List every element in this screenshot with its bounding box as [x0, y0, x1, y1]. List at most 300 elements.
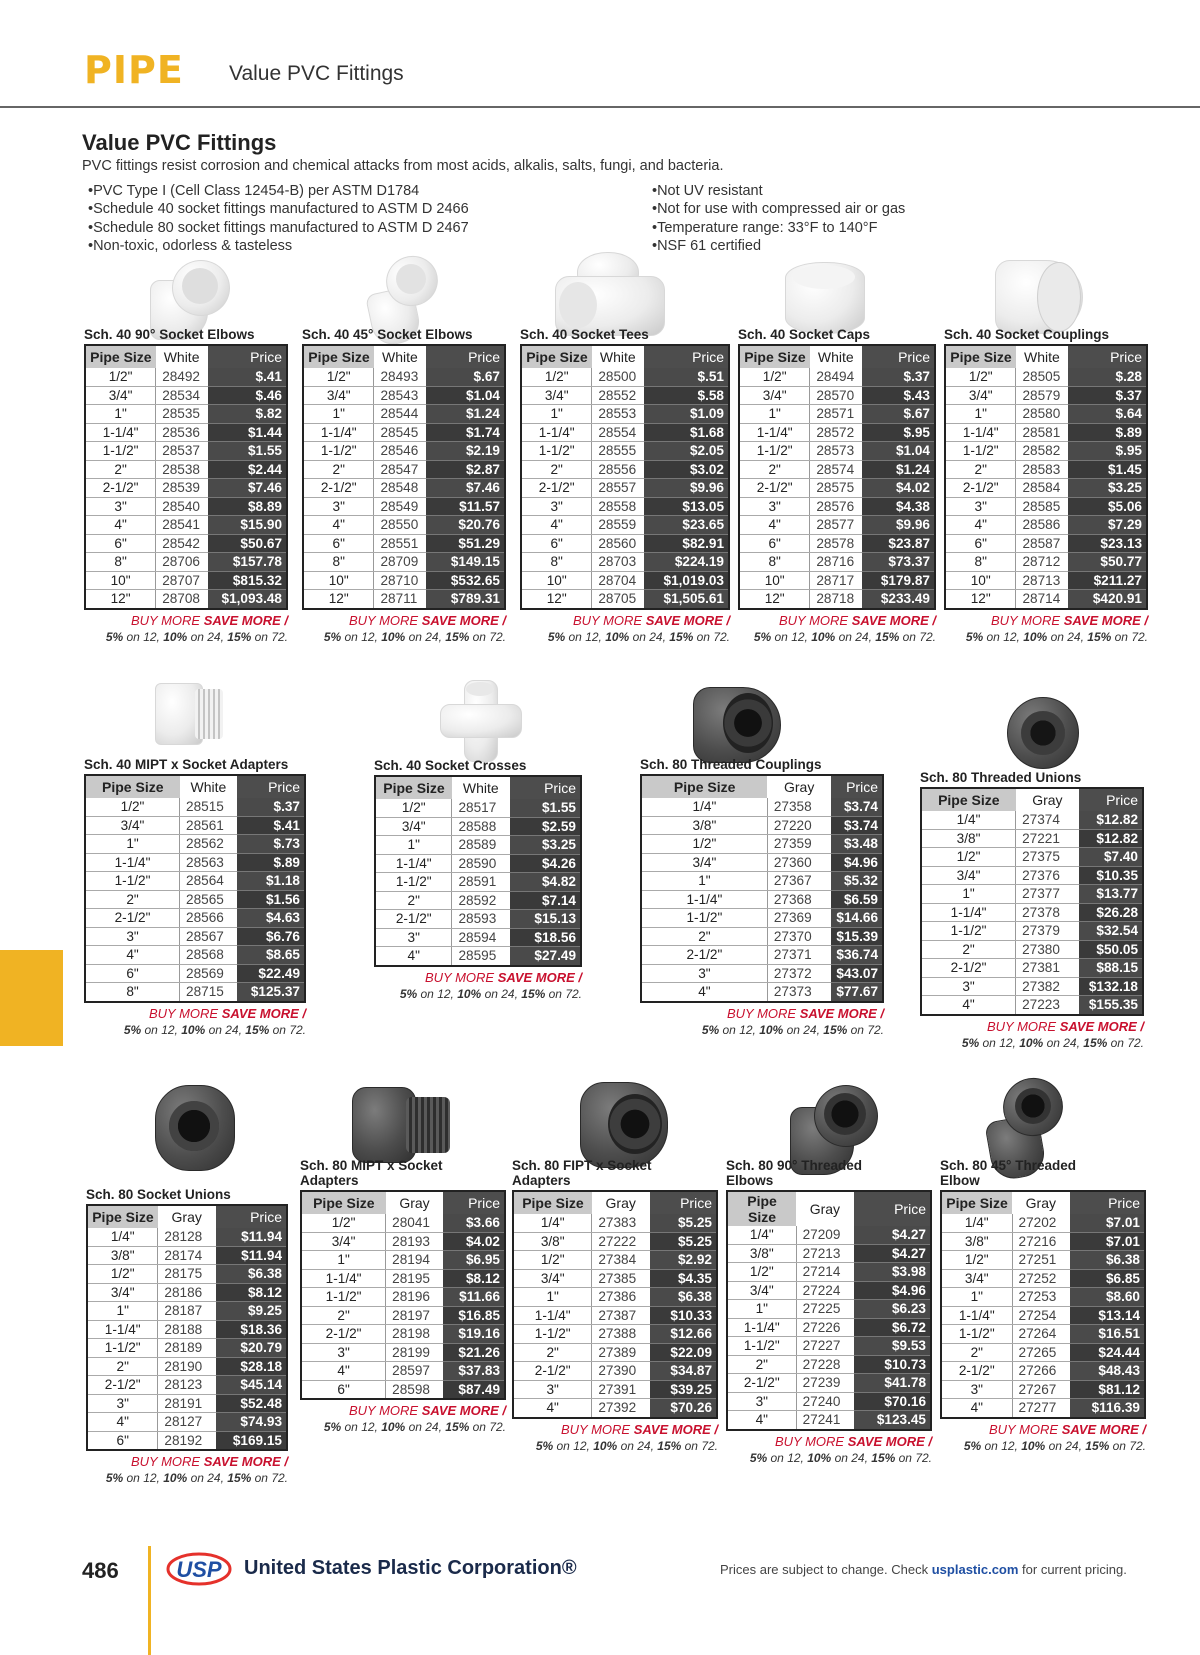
pipe-size-cell: 3/4": [513, 1269, 592, 1288]
part-number-cell: 28572: [810, 423, 862, 442]
price-cell: $7.40: [1079, 848, 1143, 867]
pipe-size-cell: 1/4": [941, 1214, 1012, 1232]
price-cell: $420.91: [1068, 590, 1147, 609]
promo-save-more: SAVE MORE /: [1059, 1018, 1144, 1034]
promo-save-more: SAVE MORE /: [633, 1421, 718, 1437]
promo-qty: on 24,: [831, 1450, 872, 1465]
table-row: [87, 1265, 287, 1284]
table-row: [303, 368, 505, 386]
part-number-cell: 28197: [386, 1306, 444, 1325]
price-cell: $16.85: [443, 1306, 505, 1325]
price-cell: $51.29: [426, 534, 505, 553]
pipe-size-cell: 2-1/2": [727, 1374, 796, 1393]
table-row: [921, 903, 1143, 922]
pipe-size-cell: 2": [921, 940, 1016, 959]
part-number-cell: 28534: [156, 386, 208, 405]
pipe-size-cell: 6": [85, 964, 180, 983]
part-number-cell: 28562: [180, 835, 238, 854]
pipe-size-cell: 1-1/4": [375, 854, 452, 873]
pipe-size-cell: 4": [739, 516, 810, 535]
pipe-size-cell: 1-1/2": [941, 1325, 1012, 1344]
promo-qty: on 24,: [187, 1471, 228, 1485]
price-cell: $169.15: [216, 1431, 287, 1450]
pipe-size-cell: 3": [85, 927, 180, 946]
pipe-size-cell: 10": [945, 571, 1016, 590]
promo-pct: 10%: [381, 1420, 406, 1434]
pipe-size-cell: 1/2": [85, 798, 180, 816]
table-row: [303, 405, 505, 424]
column-header: Pipe Size: [85, 775, 180, 798]
promo-pct: 5%: [105, 1471, 124, 1485]
column-header: Pipe Size: [641, 775, 767, 798]
table-row: [85, 516, 287, 535]
column-header: Price: [1070, 1191, 1145, 1214]
pipe-size-cell: 3/4": [375, 817, 452, 836]
price-cell: $15.13: [510, 910, 581, 929]
price-cell: $1,093.48: [208, 590, 288, 609]
part-number-cell: 28707: [156, 571, 208, 590]
pipe-size-cell: 1/4": [87, 1228, 158, 1246]
pipe-size-cell: 1": [739, 405, 810, 424]
column-header: Price: [854, 1191, 931, 1226]
table-row: [85, 853, 305, 872]
table-row: [303, 479, 505, 498]
logo-mark-text: USP: [176, 1557, 222, 1582]
table-row: [513, 1325, 717, 1344]
price-cell: $27.49: [510, 947, 581, 966]
part-number-cell: 28190: [158, 1357, 216, 1376]
pipe-size-cell: 1/4": [513, 1214, 592, 1232]
part-number-cell: 28595: [452, 947, 510, 966]
part-number-cell: 27359: [767, 835, 831, 854]
promo-pct: 15%: [1083, 1035, 1108, 1050]
price-cell: $.67: [862, 405, 935, 424]
part-number-cell: 27384: [592, 1251, 650, 1270]
promo-qty: on 24,: [1045, 1438, 1086, 1453]
part-number-cell: 27377: [1016, 885, 1080, 904]
part-number-cell: 27254: [1012, 1306, 1070, 1325]
column-header: White: [810, 345, 862, 368]
part-number-cell: 28712: [1016, 553, 1068, 572]
section-title: Value PVC Fittings: [82, 130, 277, 155]
part-number-cell: 27209: [796, 1226, 854, 1244]
table-row: [85, 872, 305, 891]
pipe-size-cell: 3": [87, 1394, 158, 1413]
part-number-cell: 27225: [796, 1300, 854, 1319]
promo-qty: on 12,: [341, 1420, 382, 1434]
price-cell: $18.36: [216, 1320, 287, 1339]
price-cell: $9.96: [862, 516, 935, 535]
part-number-cell: 27202: [1012, 1214, 1070, 1232]
bulk-discount-note: [640, 1006, 884, 1038]
bulk-discount-note: [520, 613, 730, 645]
price-cell: $50.05: [1079, 940, 1143, 959]
part-number-cell: 28708: [156, 590, 208, 609]
table-row: [727, 1244, 931, 1263]
promo-pct: 5%: [753, 629, 772, 644]
table-row: [513, 1380, 717, 1399]
table-row: [87, 1283, 287, 1302]
price-cell: $13.14: [1070, 1306, 1145, 1325]
price-cell: $10.35: [1079, 866, 1143, 885]
price-cell: $3.02: [644, 460, 729, 479]
price-cell: $.58: [644, 386, 729, 405]
price-cell: $.64: [1068, 405, 1147, 424]
table-row: [375, 873, 581, 892]
table-title: Sch. 40 Socket Caps: [738, 327, 871, 342]
table-row: [521, 497, 729, 516]
pipe-size-cell: 1-1/4": [727, 1318, 796, 1337]
price-cell: $155.35: [1079, 996, 1143, 1015]
pipe-size-cell: 1": [945, 405, 1016, 424]
table-row: [945, 553, 1147, 572]
part-number-cell: 28493: [374, 368, 426, 386]
price-cell: $15.39: [831, 927, 883, 946]
column-header: Price: [862, 345, 935, 368]
table-title: Sch. 80 FIPT x Socket Adapters: [512, 1158, 652, 1188]
column-header: Pipe Size: [941, 1191, 1012, 1214]
column-header: Price: [426, 345, 505, 368]
table-row: [727, 1355, 931, 1374]
price-cell: $70.16: [854, 1392, 931, 1411]
price-cell: $82.91: [644, 534, 729, 553]
table-row: [513, 1214, 717, 1232]
price-cell: $8.65: [237, 946, 305, 965]
table-row: [941, 1251, 1145, 1270]
table-row: [85, 386, 287, 405]
part-number-cell: 28552: [592, 386, 644, 405]
fittings-table: [520, 344, 730, 610]
part-number-cell: 28194: [386, 1251, 444, 1270]
price-cell: $4.27: [854, 1244, 931, 1263]
threaded-union-gray-image: [1007, 697, 1079, 769]
part-number-cell: 28500: [592, 368, 644, 386]
pipe-size-cell: 1-1/4": [301, 1269, 386, 1288]
part-number-cell: 28560: [592, 534, 644, 553]
pipe-size-cell: 2-1/2": [945, 479, 1016, 498]
pipe-size-cell: 1-1/4": [945, 423, 1016, 442]
part-number-cell: 28174: [158, 1246, 216, 1265]
table-title: Sch. 80 45° Threaded Elbow: [940, 1158, 1076, 1188]
pipe-size-cell: 1": [941, 1288, 1012, 1307]
promo-pct: 5%: [547, 629, 566, 644]
pipe-size-cell: 6": [301, 1380, 386, 1399]
fittings-table: [84, 344, 288, 610]
price-table: [738, 327, 936, 645]
pipe-size-cell: 3/4": [521, 386, 592, 405]
pipe-size-cell: 1/2": [87, 1265, 158, 1284]
price-cell: $.95: [1068, 442, 1147, 461]
promo-save-more: SAVE MORE /: [203, 1454, 288, 1469]
price-cell: $20.76: [426, 516, 505, 535]
pipe-size-cell: 6": [85, 534, 156, 553]
promo-pct: 15%: [669, 629, 694, 644]
table-row: [513, 1269, 717, 1288]
table-row: [85, 890, 305, 909]
cross-white-image: [440, 680, 520, 760]
price-cell: $81.12: [1070, 1380, 1145, 1399]
page-subtitle: Value PVC Fittings: [229, 62, 404, 85]
pipe-size-cell: 1-1/2": [375, 873, 452, 892]
pipe-size-cell: 1": [87, 1302, 158, 1321]
part-number-cell: 28705: [592, 590, 644, 609]
table-row: [521, 553, 729, 572]
table-row: [945, 405, 1147, 424]
column-header: Gray: [1016, 788, 1080, 811]
table-row: [521, 368, 729, 386]
price-cell: $6.38: [216, 1265, 287, 1284]
part-number-cell: 27251: [1012, 1251, 1070, 1270]
price-cell: $32.54: [1079, 922, 1143, 941]
table-row: [641, 890, 883, 909]
part-number-cell: 28542: [156, 534, 208, 553]
promo-pct: 15%: [227, 629, 252, 644]
price-cell: $11.66: [443, 1288, 505, 1307]
price-table: [920, 770, 1144, 1051]
table-row: [301, 1343, 505, 1362]
table-row: [301, 1269, 505, 1288]
table-title: Sch. 80 90° Threaded Elbows: [726, 1158, 862, 1188]
part-number-cell: 28566: [180, 909, 238, 928]
column-header: Pipe Size: [727, 1191, 796, 1226]
promo-qty: on 72.: [251, 629, 288, 644]
pipe-size-cell: 3/8": [513, 1232, 592, 1251]
part-number-cell: 28175: [158, 1265, 216, 1284]
part-number-cell: 27222: [592, 1232, 650, 1251]
price-cell: $24.44: [1070, 1343, 1145, 1362]
promo-buy-more: BUY MORE: [774, 1433, 845, 1449]
part-number-cell: 28554: [592, 423, 644, 442]
part-number-cell: 27382: [1016, 977, 1080, 996]
part-number-cell: 27241: [796, 1411, 854, 1430]
table-row: [941, 1399, 1145, 1418]
promo-buy-more: BUY MORE: [986, 1018, 1057, 1034]
pipe-size-cell: 1": [375, 836, 452, 855]
pipe-size-cell: 1-1/4": [739, 423, 810, 442]
part-number-cell: 28515: [180, 798, 238, 816]
part-number-cell: 27264: [1012, 1325, 1070, 1344]
pipe-size-cell: 1": [513, 1288, 592, 1307]
pipe-size-cell: 3": [303, 497, 374, 516]
part-number-cell: 27373: [767, 983, 831, 1002]
pipe-size-cell: 3": [945, 497, 1016, 516]
part-number-cell: 28199: [386, 1343, 444, 1362]
feature-item: • Non-toxic, odorless & tasteless: [88, 237, 469, 255]
pipe-size-cell: 1": [641, 872, 767, 891]
part-number-cell: 28578: [810, 534, 862, 553]
column-header: Pipe Size: [303, 345, 374, 368]
price-cell: $1.18: [237, 872, 305, 891]
pipe-size-cell: 1-1/2": [921, 922, 1016, 941]
table-row: [85, 368, 287, 386]
table-row: [921, 996, 1143, 1015]
table-row: [641, 872, 883, 891]
pipe-size-cell: 1-1/2": [85, 872, 180, 891]
price-table: [940, 1158, 1146, 1454]
table-row: [945, 534, 1147, 553]
price-cell: $1.55: [510, 799, 581, 817]
pipe-size-cell: 8": [85, 983, 180, 1002]
column-header: Price: [1068, 345, 1147, 368]
part-number-cell: 28547: [374, 460, 426, 479]
part-number-cell: 28591: [452, 873, 510, 892]
table-row: [521, 479, 729, 498]
price-cell: $13.77: [1079, 885, 1143, 904]
part-number-cell: 28717: [810, 571, 862, 590]
pipe-size-cell: 3/4": [85, 386, 156, 405]
price-cell: $233.49: [862, 590, 935, 609]
table-row: [301, 1214, 505, 1232]
pipe-size-cell: 1": [521, 405, 592, 424]
promo-pct: 10%: [1021, 1438, 1046, 1453]
promo-pct: 15%: [823, 1022, 848, 1037]
pipe-size-cell: 1-1/2": [513, 1325, 592, 1344]
part-number-cell: 27265: [1012, 1343, 1070, 1362]
promo-save-more: SAVE MORE /: [421, 612, 506, 628]
table-row: [85, 946, 305, 965]
part-number-cell: 28573: [810, 442, 862, 461]
feature-item: • Temperature range: 33°F to 140°F: [652, 219, 905, 237]
price-cell: $8.12: [443, 1269, 505, 1288]
table-row: [375, 799, 581, 817]
table-row: [739, 460, 935, 479]
part-number-cell: 28713: [1016, 571, 1068, 590]
price-cell: $7.01: [1070, 1214, 1145, 1232]
bulk-discount-note: [300, 1403, 506, 1435]
pipe-size-cell: 3": [85, 497, 156, 516]
table-row: [945, 516, 1147, 535]
pipe-size-cell: 4": [85, 946, 180, 965]
table-title: Sch. 80 MIPT x Socket Adapters: [300, 1158, 443, 1188]
price-cell: $1,505.61: [644, 590, 729, 609]
pipe-size-cell: 3/4": [85, 816, 180, 835]
price-cell: $224.19: [644, 553, 729, 572]
pipe-size-cell: 8": [945, 553, 1016, 572]
pipe-size-cell: 3/8": [727, 1244, 796, 1263]
table-row: [303, 571, 505, 590]
promo-qty: on 72.: [469, 629, 506, 644]
part-number-cell: 28583: [1016, 460, 1068, 479]
price-cell: $1.24: [862, 460, 935, 479]
price-cell: $.43: [862, 386, 935, 405]
price-cell: $1.74: [426, 423, 505, 442]
price-cell: $4.96: [854, 1281, 931, 1300]
table-row: [739, 516, 935, 535]
table-row: [945, 442, 1147, 461]
table-title: Sch. 80 Threaded Couplings: [640, 757, 822, 772]
promo-buy-more: BUY MORE: [130, 1454, 201, 1469]
table-row: [85, 964, 305, 983]
pipe-size-cell: 1-1/2": [521, 442, 592, 461]
pipe-size-cell: 3": [921, 977, 1016, 996]
table-row: [921, 922, 1143, 941]
promo-qty: on 12,: [771, 629, 812, 644]
table-row: [921, 811, 1143, 829]
table-row: [303, 516, 505, 535]
pipe-size-cell: 3/4": [739, 386, 810, 405]
table-row: [739, 553, 935, 572]
pipe-size-cell: 3/4": [301, 1232, 386, 1251]
promo-pct: 10%: [181, 1022, 206, 1037]
promo-qty: on 72.: [847, 1022, 884, 1037]
part-number-cell: 28559: [592, 516, 644, 535]
pipe-size-cell: 1": [85, 405, 156, 424]
website-link[interactable]: usplastic.com: [931, 1562, 1019, 1577]
promo-buy-more: BUY MORE: [424, 969, 495, 985]
price-cell: $1.44: [208, 423, 288, 442]
table-row: [921, 885, 1143, 904]
table-row: [513, 1343, 717, 1362]
promo-pct: 5%: [749, 1450, 768, 1465]
fipt-adapter-gray-image: [580, 1082, 670, 1168]
part-number-cell: 27375: [1016, 848, 1080, 867]
pipe-size-cell: 6": [945, 534, 1016, 553]
pipe-size-cell: 8": [303, 553, 374, 572]
table-row: [303, 534, 505, 553]
pipe-size-cell: 12": [303, 590, 374, 609]
table-row: [921, 977, 1143, 996]
feature-item: • NSF 61 certified: [652, 237, 905, 255]
pipe-size-cell: 12": [521, 590, 592, 609]
pipe-size-cell: 3": [641, 964, 767, 983]
column-header: Gray: [767, 775, 831, 798]
part-number-cell: 28187: [158, 1302, 216, 1321]
price-cell: $4.26: [510, 854, 581, 873]
pipe-size-cell: 8": [521, 553, 592, 572]
part-number-cell: 28715: [180, 983, 238, 1002]
pipe-size-cell: 4": [727, 1411, 796, 1430]
pipe-size-cell: 1/2": [941, 1251, 1012, 1270]
price-cell: $4.27: [854, 1226, 931, 1244]
price-table: [86, 1187, 288, 1486]
promo-buy-more: BUY MORE: [572, 612, 643, 628]
price-cell: $179.87: [862, 571, 935, 590]
table-row: [87, 1431, 287, 1450]
table-row: [727, 1226, 931, 1244]
price-cell: $74.93: [216, 1413, 287, 1432]
promo-save-more: SAVE MORE /: [645, 612, 730, 628]
fittings-table: [302, 344, 506, 610]
price-cell: $3.74: [831, 816, 883, 835]
part-number-cell: 27220: [767, 816, 831, 835]
part-number-cell: 27371: [767, 946, 831, 965]
promo-pct: 15%: [227, 1471, 252, 1485]
pipe-size-cell: 2": [303, 460, 374, 479]
table-row: [641, 946, 883, 965]
promo-pct: 5%: [965, 629, 984, 644]
column-header: Pipe Size: [87, 1205, 158, 1228]
promo-qty: on 72.: [251, 1471, 288, 1485]
feature-item: • Not UV resistant: [652, 182, 905, 200]
pipe-size-cell: 6": [521, 534, 592, 553]
part-number-cell: 27376: [1016, 866, 1080, 885]
promo-qty: on 72.: [269, 1022, 306, 1037]
part-number-cell: 27213: [796, 1244, 854, 1263]
pipe-size-cell: 3/8": [921, 829, 1016, 848]
price-cell: $23.13: [1068, 534, 1147, 553]
promo-qty: on 12,: [341, 629, 382, 644]
price-cell: $10.73: [854, 1355, 931, 1374]
pipe-size-cell: 1/2": [375, 799, 452, 817]
table-row: [521, 516, 729, 535]
table-row: [945, 479, 1147, 498]
pipe-size-cell: 1/2": [641, 835, 767, 854]
table-row: [727, 1300, 931, 1319]
price-cell: $10.33: [650, 1306, 717, 1325]
pipe-size-cell: 3/4": [641, 853, 767, 872]
threaded-coupling-gray-image: [693, 683, 783, 765]
pipe-size-cell: 4": [303, 516, 374, 535]
